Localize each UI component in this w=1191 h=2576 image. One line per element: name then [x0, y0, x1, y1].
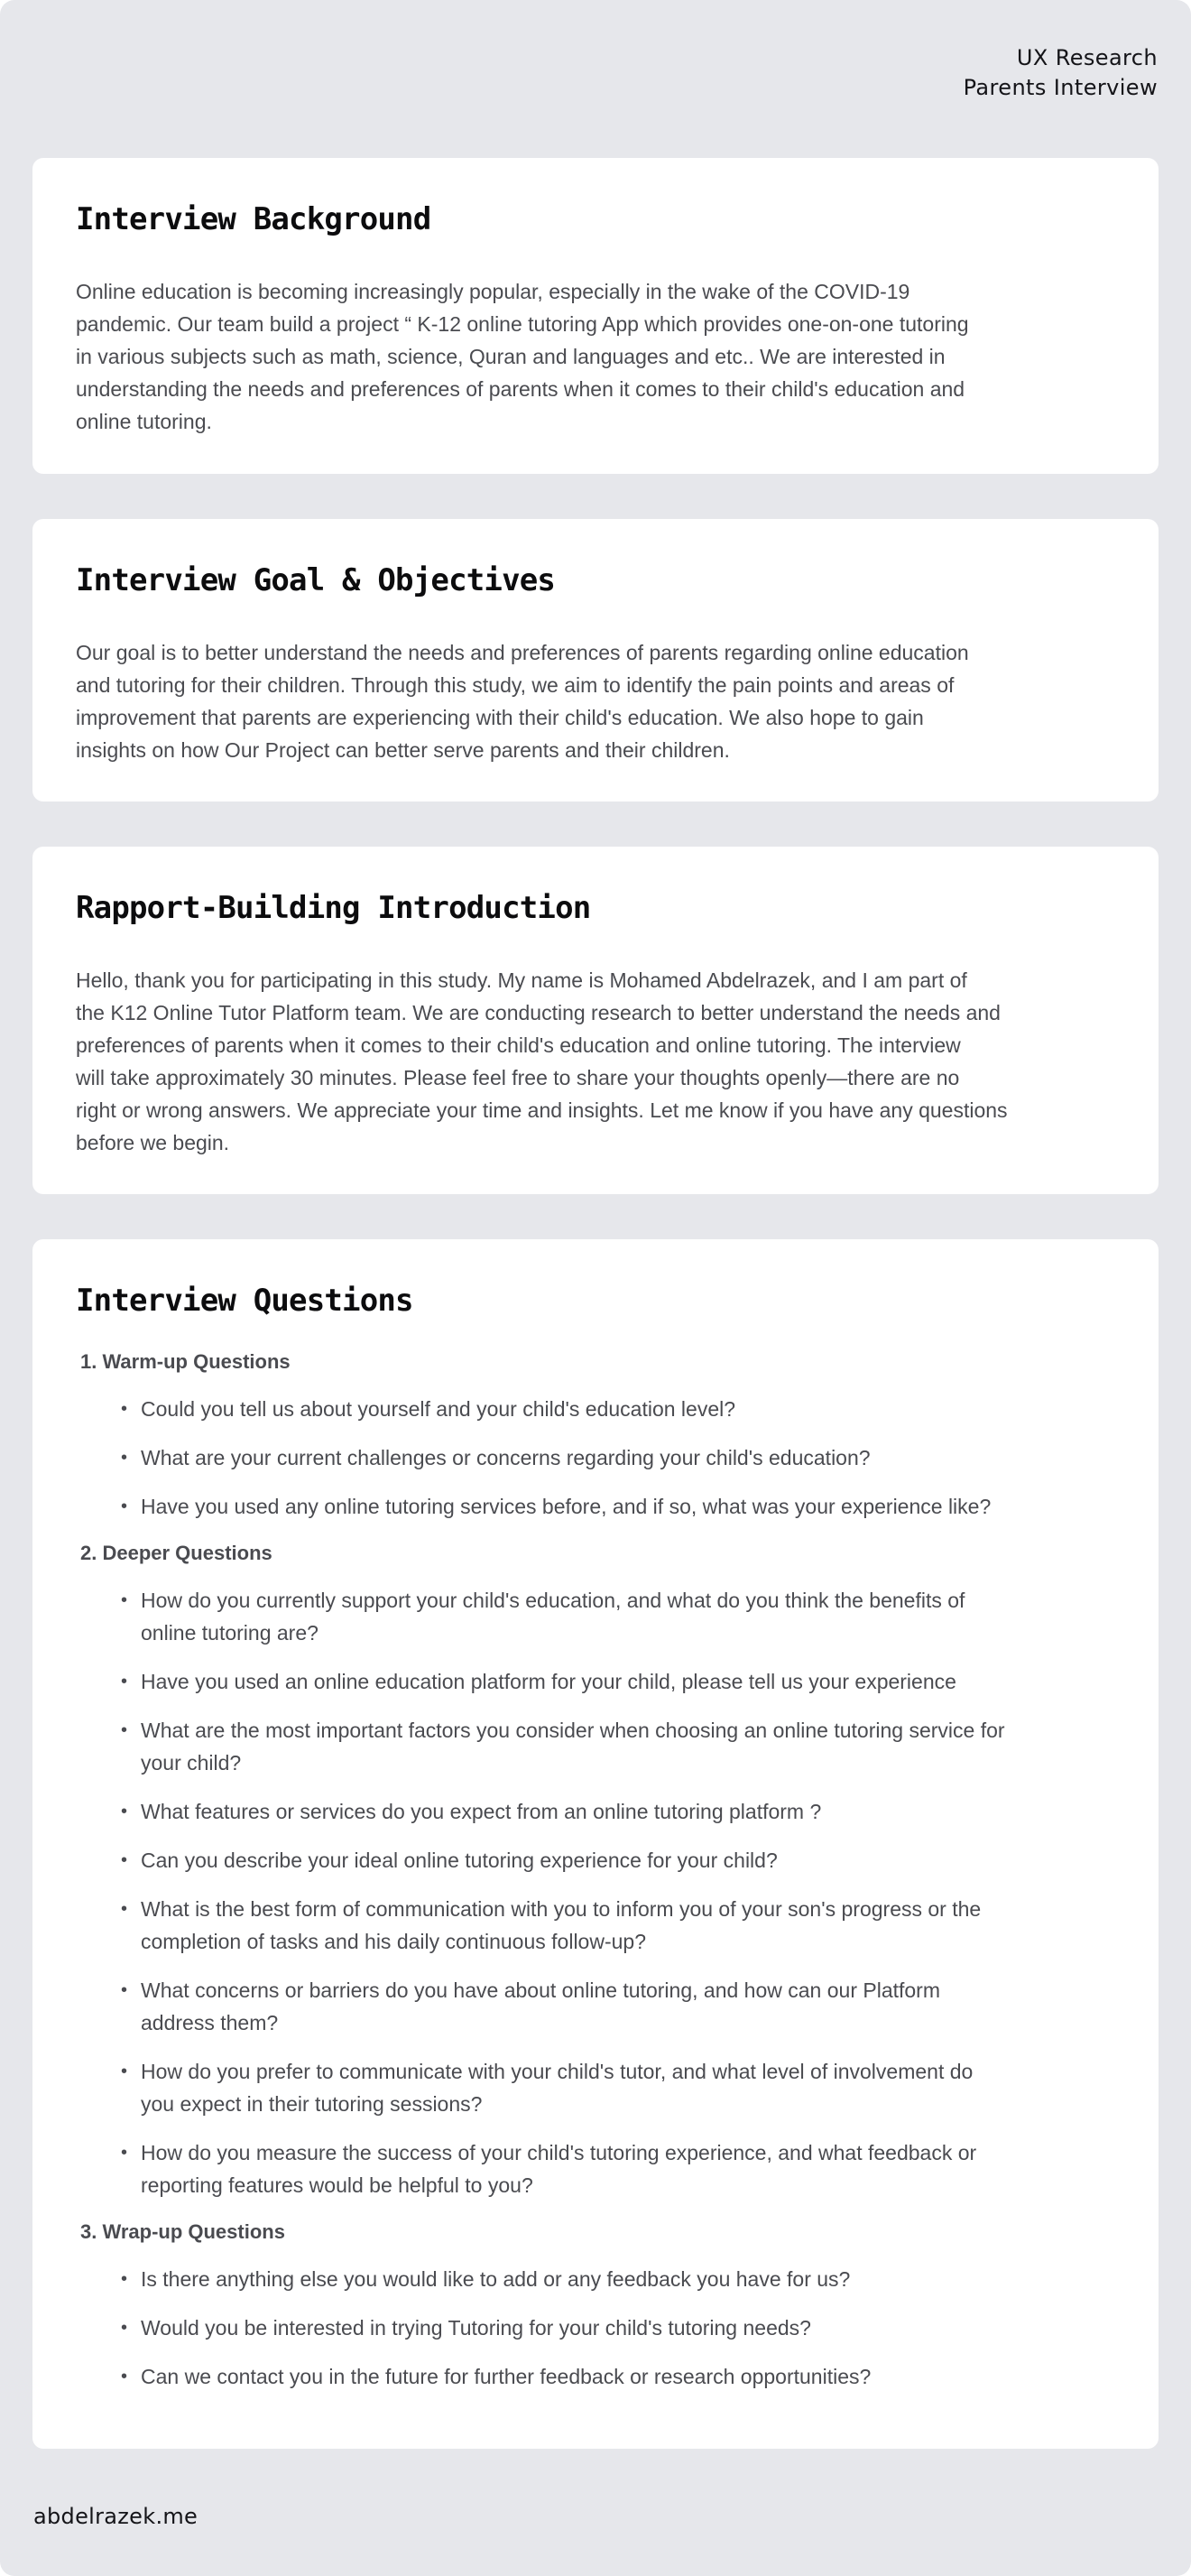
body-line: preferences of parents when it comes to their child's education and online tutoring. The interview [76, 1033, 961, 1057]
bullet-icon: • [121, 1802, 128, 1821]
document-subtitle: Parents Interview [963, 75, 1158, 100]
question-text-line: How do you prefer to communicate with your child's tutor, and what level of involvement do [141, 2060, 974, 2083]
question-text-line: What is the best form of communication with you to inform you of your son's progress or the [141, 1897, 982, 1921]
footer-site-link[interactable]: abdelrazek.me [33, 2504, 198, 2529]
body-line: Hello, thank you for participating in this study. My name is Mohamed Abdelrazek, and I am part of [76, 968, 967, 992]
question-item [76, 2263, 1115, 2295]
section-title: Interview Background [76, 201, 431, 237]
question-item [76, 2312, 1115, 2344]
bullet-icon: • [121, 1720, 128, 1740]
question-item [76, 1393, 1115, 1425]
body-line: online tutoring. [76, 410, 212, 433]
question-text-line: Is there anything else you would like to add or any feedback you have for us? [141, 2267, 851, 2291]
question-text-line: Have you used any online tutoring services before, and if so, what was your experience like? [141, 1495, 992, 1518]
question-text-line: What are the most important factors you consider when choosing an online tutoring service for [141, 1719, 1005, 1742]
question-item [76, 1490, 1115, 1523]
question-list [76, 2263, 1115, 2393]
document-label [964, 43, 1158, 103]
question-item [76, 1665, 1115, 1698]
question-text-line: Can you describe your ideal online tutoring experience for your child? [141, 1849, 778, 1872]
question-item [76, 1441, 1115, 1474]
question-item [76, 2136, 1115, 2201]
question-text-line: How do you measure the success of your child's tutoring experience, and what feedback or [141, 2141, 977, 2164]
rapport-introduction-card [32, 847, 1159, 1194]
body-line: understanding the needs and preferences of parents when it comes to their child's education and [76, 377, 965, 401]
bullet-icon: • [121, 2062, 128, 2081]
document-category: UX Research [1016, 45, 1158, 70]
bullet-icon: • [121, 1980, 128, 2000]
interview-goal-card [32, 519, 1159, 802]
bullet-icon: • [121, 2143, 128, 2163]
question-text-line: What features or services do you expect from an online tutoring platform ? [141, 1800, 822, 1823]
question-text-line: Would you be interested in trying Tutoring for your child's tutoring needs? [141, 2316, 811, 2340]
body-line: the K12 Online Tutor Platform team. We are conducting research to better understand the needs and [76, 1001, 1001, 1024]
bullet-icon: • [121, 1672, 128, 1691]
question-text-line: Can we contact you in the future for further feedback or research opportunities? [141, 2365, 872, 2388]
question-item [76, 1974, 1115, 2039]
bullet-icon: • [121, 1496, 128, 1516]
section-body [76, 636, 1115, 766]
question-text-line: What are your current challenges or concerns regarding your child's education? [141, 1446, 871, 1469]
question-text-line: online tutoring are? [141, 1621, 319, 1645]
question-text-line: address them? [141, 2011, 279, 2034]
question-list [76, 1393, 1115, 1523]
section-body [76, 964, 1115, 1159]
question-list [76, 1584, 1115, 2201]
section-title: Interview Goal & Objectives [76, 562, 556, 598]
question-group-heading: 1. Warm-up Questions [80, 1350, 291, 1373]
section-title: Rapport-Building Introduction [76, 890, 591, 926]
bullet-icon: • [121, 1399, 128, 1419]
question-item [76, 1893, 1115, 1958]
question-group [76, 1348, 1115, 1523]
section-title: Interview Questions [76, 1283, 413, 1319]
interview-questions-card [32, 1239, 1159, 2449]
body-line: will take approximately 30 minutes. Please feel free to share your thoughts openly—there are no [76, 1066, 960, 1089]
body-line: in various subjects such as math, science, Quran and languages and etc.. We are interested in [76, 345, 946, 368]
bullet-icon: • [121, 1448, 128, 1468]
question-text-line: Could you tell us about yourself and your child's education level? [141, 1397, 736, 1421]
question-text-line: your child? [141, 1751, 242, 1774]
body-line: and tutoring for their children. Through this study, we aim to identify the pain points and areas of [76, 673, 955, 697]
body-line: pandemic. Our team build a project “ K-12 online tutoring App which provides one-on-one tutoring [76, 312, 969, 336]
body-line: Our goal is to better understand the needs and preferences of parents regarding online education [76, 641, 969, 664]
interview-background-card [32, 158, 1159, 474]
body-line: Online education is becoming increasingly popular, especially in the wake of the COVID-19 [76, 280, 910, 303]
body-line: insights on how Our Project can better serve parents and their children. [76, 738, 730, 762]
question-item [76, 2360, 1115, 2393]
bullet-icon: • [121, 1850, 128, 1870]
body-line: right or wrong answers. We appreciate your time and insights. Let me know if you have any questions [76, 1098, 1008, 1122]
bullet-icon: • [121, 2269, 128, 2289]
question-group-heading: 2. Deeper Questions [80, 1542, 272, 1564]
question-group [76, 1539, 1115, 2201]
question-text-line: you expect in their tutoring sessions? [141, 2092, 483, 2116]
question-item [76, 2055, 1115, 2120]
question-item [76, 1584, 1115, 1649]
question-group-heading: 3. Wrap-up Questions [80, 2220, 285, 2243]
question-text-line: completion of tasks and his daily continuous follow-up? [141, 1930, 646, 1953]
question-item [76, 1795, 1115, 1828]
body-line: before we begin. [76, 1131, 230, 1154]
bullet-icon: • [121, 2318, 128, 2338]
bullet-icon: • [121, 1590, 128, 1610]
question-item [76, 1844, 1115, 1876]
body-line: improvement that parents are experiencing with their child's education. We also hope to gain [76, 706, 924, 729]
question-text-line: How do you currently support your child's education, and what do you think the benefits of [141, 1589, 965, 1612]
question-text-line: Have you used an online education platform for your child, please tell us your experience [141, 1670, 956, 1693]
question-text-line: reporting features would be helpful to you? [141, 2173, 533, 2197]
bullet-icon: • [121, 2367, 128, 2386]
question-group [76, 2218, 1115, 2393]
question-groups [76, 1348, 1115, 2393]
question-item [76, 1714, 1115, 1779]
section-body [76, 275, 1115, 438]
bullet-icon: • [121, 1899, 128, 1919]
question-text-line: What concerns or barriers do you have about online tutoring, and how can our Platform [141, 1978, 940, 2002]
